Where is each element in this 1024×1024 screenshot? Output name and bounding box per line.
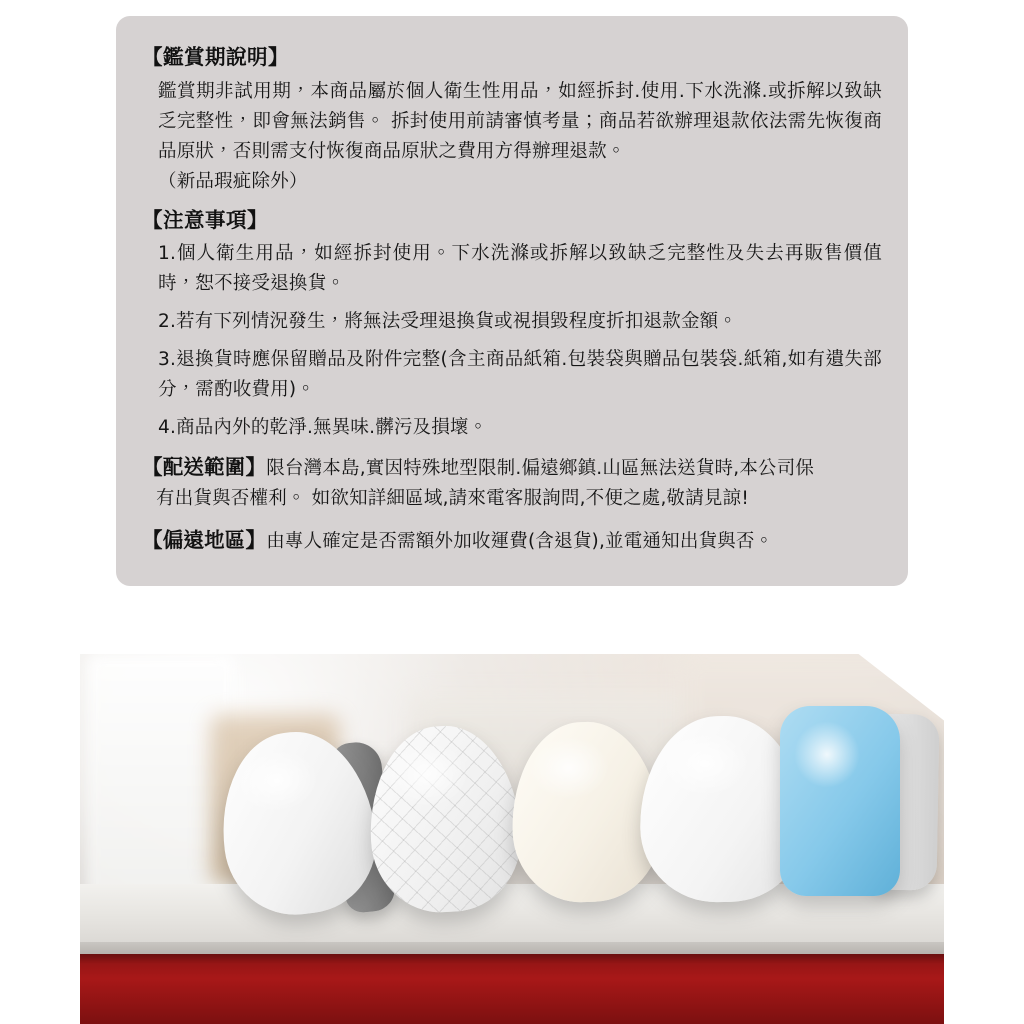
pillow-highlight — [384, 740, 470, 809]
product-photo — [80, 654, 944, 1024]
pillow-highlight — [658, 730, 750, 797]
precaution-item-3: 3.退換貨時應保留贈品及附件完整(含主商品紙箱.包裝袋與贈品包裝袋.紙箱,如有遺失部分，需酌收費用)。 — [158, 349, 882, 401]
section-title-remote-area: 【偏遠地區】 — [142, 528, 267, 553]
section-delivery-area — [142, 451, 882, 514]
table-edge — [80, 942, 944, 954]
section-title-precautions: 【注意事項】 — [142, 207, 268, 232]
section-precautions — [142, 205, 882, 444]
section-text-inspection-period-2: （新品瑕疵除外） — [158, 170, 308, 192]
red-base-band — [80, 954, 944, 1024]
section-text-inspection-period-1: 鑑賞期非試用期，本商品屬於個人衛生性用品，如經拆封.使用.下水洗滌.或拆解以致缺乏完整性，即會無法銷售。 拆封使用前請審慎考量；商品若欲辦理退款依法需先恢復商品原狀，否則需支付恢復商品原狀之費用方得辦理退款。 — [158, 80, 882, 162]
pillow-highlight — [527, 736, 611, 802]
precaution-item-2: 2.若有下列情況發生，將無法受理退換貨或視損毀程度折扣退款金額。 — [158, 311, 738, 333]
section-text-delivery-area-1: 限台灣本島,實因特殊地型限制.偏遠鄉鎮.山區無法送貨時,本公司保 — [266, 458, 815, 480]
precaution-item-1: 1.個人衛生用品，如經拆封使用。下水洗滌或拆解以致缺乏完整性及失去再販售價值時，恕不接受退換貨。 — [158, 243, 882, 295]
pillow-blue-gel — [780, 706, 900, 896]
section-remote-area — [142, 524, 882, 557]
section-text-delivery-area-2: 有出貨與否權利。 如欲知詳細區域,請來電客服詢問,不便之處,敬請見諒! — [156, 488, 749, 510]
notice-panel — [116, 16, 908, 586]
section-title-delivery-area: 【配送範圍】 — [142, 455, 267, 480]
section-title-inspection-period: 【鑑賞期說明】 — [142, 45, 289, 69]
precaution-item-4: 4.商品內外的乾淨.無異味.髒污及損壞。 — [158, 417, 488, 439]
pillow-highlight — [794, 721, 860, 788]
section-inspection-period — [142, 42, 882, 197]
section-text-remote-area: 由專人確定是否需額外加收運費(含退貨),並電通知出貨與否。 — [266, 531, 774, 553]
